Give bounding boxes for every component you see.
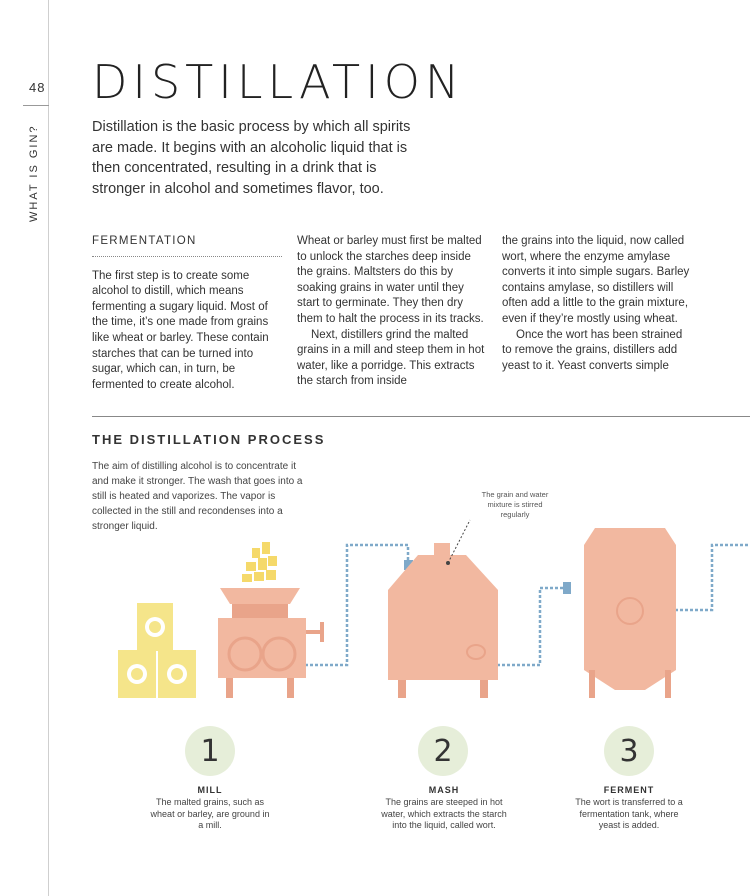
step-1-number: 1 [185,726,235,776]
text-column-2 [297,234,487,390]
side-divider [23,105,49,106]
valve-icon [563,582,571,594]
step-3-description: The wort is transferred to a fermentation tank, where yeast is added. [575,797,683,830]
page-title: DISTILLATION [92,55,465,109]
fermentation-paragraph-2: Wheat or barley must first be malted to unlock the starches deep inside the grains. Maltsters do this by soaking grains in water until they start to germinate. They then dry them to halt the process in its tracks. [297,235,484,325]
process-intro: The aim of distilling alcohol is to concentrate it and make it stronger. The wash that goes into a still is heated and vaporizes. The vapor is collected in the still and recondenses into a stronger liquid. [92,461,303,532]
margin-rule [48,0,49,896]
step-3-number: 3 [604,726,654,776]
step-1-label: MILL [197,785,223,795]
intro-paragraph: Distillation is the basic process by which all spirits are made. It begins with an alcoholic liquid that is then concentrated, resulting in a drink that is stronger in alcohol and sometimes flavor, too. [92,119,411,197]
section-label: WHAT IS GIN? [28,124,40,222]
grain-pile-icon [242,542,277,582]
step-2-label: MASH [428,785,460,795]
callout-dot [446,561,450,565]
pipes [305,545,750,665]
text-column-3 [502,234,692,374]
fermentation-heading: FERMENTATION [92,234,282,257]
process-heading: THE DISTILLATION PROCESS [92,432,326,447]
fermentation-tank-icon [584,528,676,698]
step-2-number: 2 [418,726,468,776]
pipe-mash-ferment [497,588,567,665]
mash-callout: The grain and water mixture is stirred regularly [481,490,549,519]
distillation-illustration [0,470,750,710]
pipe-ferment-out [675,545,750,610]
fermentation-paragraph-1: The first step is to create some alcohol to distill, which means fermenting a sugary liquid. Most of the time, it’s one made from grains like wheat or barley. These contain starches that can be turned into sugar, which can, in turn, be fermented to create alcohol. [92,269,269,391]
step-1-description: The malted grains, such as wheat or barley, are ground in a mill. [150,797,270,830]
grain-sacks-icon [118,603,196,698]
fermentation-paragraph-3: Next, distillers grind the malted grains in a mill and steep them in hot water, like a porridge. This extracts the starch from inside [297,328,485,388]
text-column-1 [92,234,282,393]
section-divider [92,416,750,417]
fermentation-paragraph-4: the grains into the liquid, now called wort, where the enzyme amylase converts it into simple sugars. Barley contains amylase, so distillers will often add a little to the grain mixture, even if they’re mostly using wheat. [502,235,690,325]
step-3-label: FERMENT [603,785,655,795]
fermentation-paragraph-5: Once the wort has been strained to remove the grains, distillers add yeast to it. Yeast converts simple [502,328,683,372]
page-number: 48 [29,80,46,95]
mill-icon [218,588,324,698]
step-2-description: The grains are steeped in hot water, which extracts the starch into the liquid, called wort. [381,797,507,830]
